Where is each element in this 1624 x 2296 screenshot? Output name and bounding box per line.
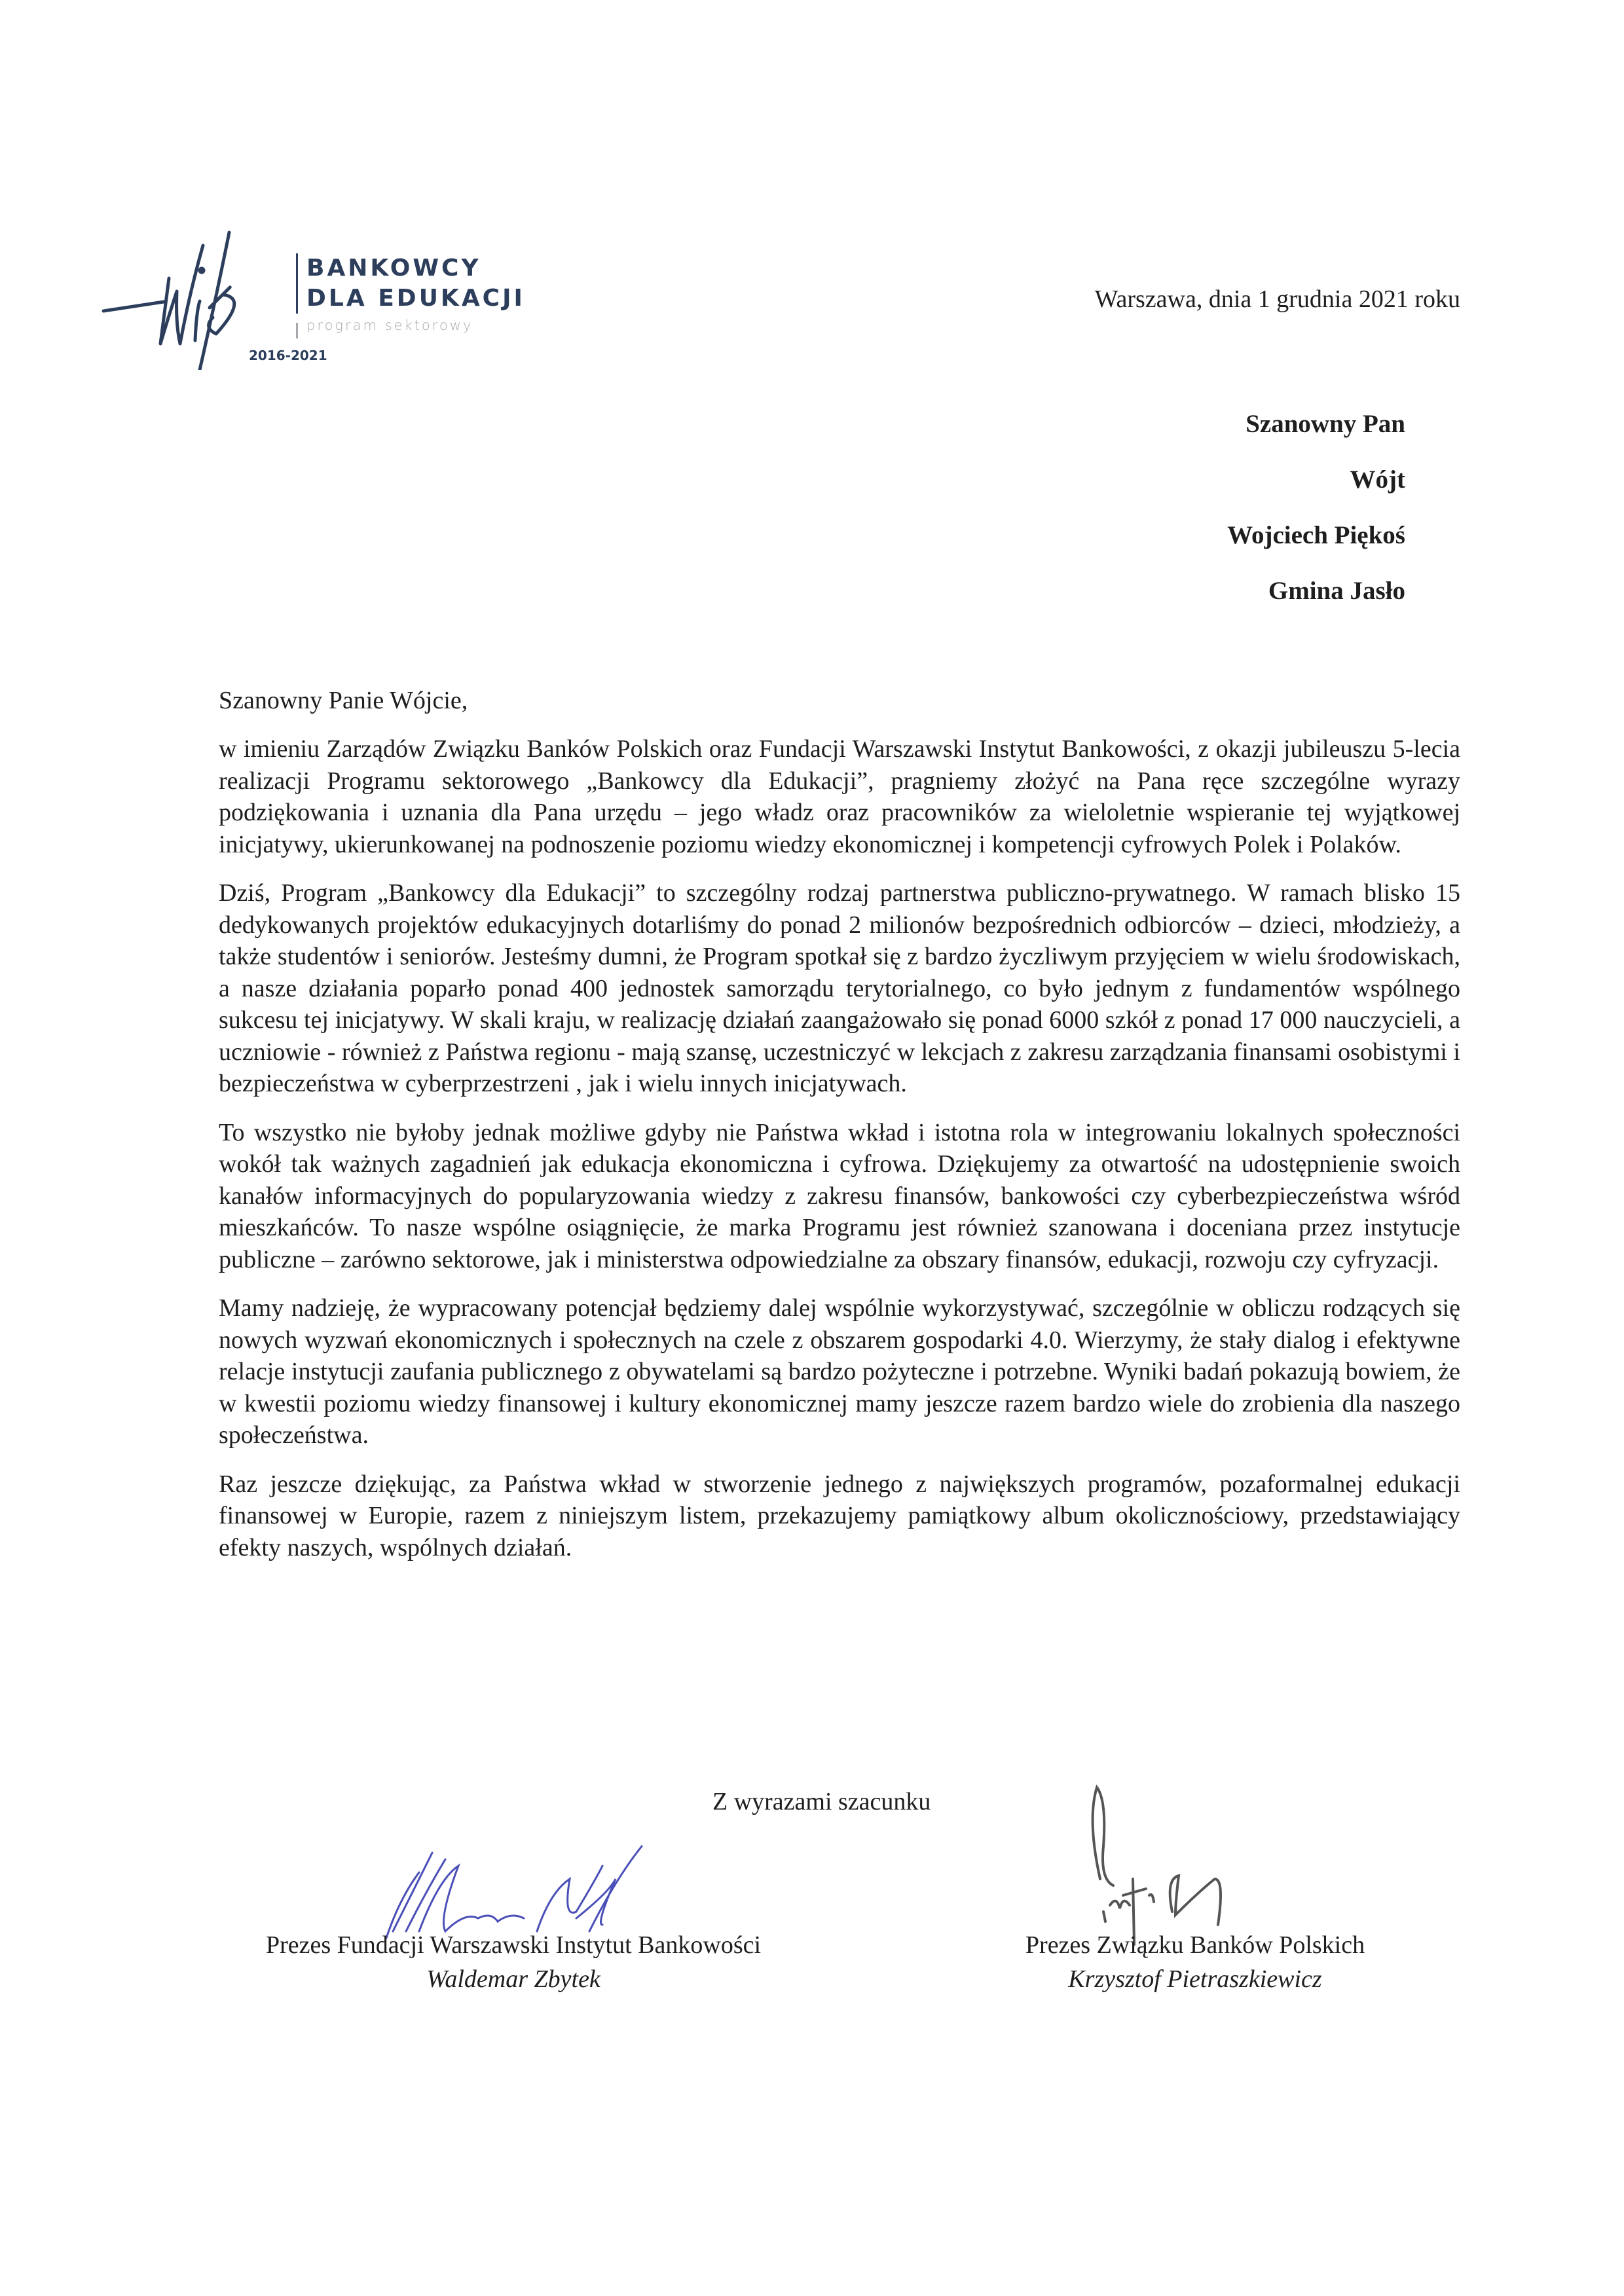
closing-phrase: Z wyrazami szacunku — [712, 1788, 931, 1815]
paragraph-5: Raz jeszcze dziękując, za Państwa wkład w stworzenie jednego z największych programów, pozaformalnej edukacji finansowej w Europie, razem z niniejszym listem, przekazujemy pamiątkowy album okolicznościowy, przedstawiający efekty naszych, wspólnych działań. — [219, 1470, 1460, 1561]
addressee-municipality: Gmina Jasło — [1268, 577, 1405, 605]
logo-subtitle: program sektorowy — [306, 318, 473, 333]
paragraph-2: Dziś, Program „Bankowcy dla Edukacji” to szczególny rodzaj partnerstwa publiczno-prywatnego. W ramach blisko 15 dedykowanych projektów edukacyjnych dotarliśmy do ponad 2 milionów bezpośrednich odbiorców – dzieci, młodzieży, a także studentów i seniorów. Jesteśmy dumni, że Program spotkał się z bardzo życzliwym przyjęciem w wielu środowiskach, a nasze działania poparło ponad 400 jednostek samorządu terytorialnego, co było jednym z fundamentów wspólnego sukcesu tej inicjatywy. W skali kraju, w realizację działań zaangażowało się ponad 6000 szkół z ponad 17 000 nauczycieli, a uczniowie - również z Państwa regionu - mają szansę, uczestniczyć w lekcjach z zakresu zarządzania finansami osobistymi i bezpieczeństwa w cyberprzestrzeni , jak i wielu innych inicjatywach. — [219, 879, 1460, 1097]
letter-date: Warszawa, dnia 1 grudnia 2021 roku — [1094, 285, 1460, 313]
addressee-title: Wójt — [1350, 465, 1405, 494]
wib-monogram-icon — [98, 213, 308, 370]
signatory-right-title: Prezes Związku Banków Polskich — [1025, 1931, 1365, 1959]
addressee-name: Wojciech Piękoś — [1227, 521, 1405, 549]
paragraph-4: Mamy nadzieję, że wypracowany potencjał będziemy dalej wspólnie wykorzystywać, szczególnie w obliczu rodzących się nowych wyzwań ekonomicznych i społecznych na czele z obszarem gospodarki 4.0. Wierzymy, że stały dialog i efektywne relacje instytucji zaufania publicznego z obywatelami są bardzo pożyteczne i potrzebne. Wyniki badań pokazują bowiem, że w kwestii poziomu wiedzy finansowej i kultury ekonomicznej mamy jeszcze razem bardzo wiele do zrobienia dla naszego społeczeństwa. — [219, 1294, 1460, 1449]
logo-text — [306, 253, 525, 333]
logo-title-line1: BANKOWCY — [306, 255, 481, 282]
logo-title-line2: DLA EDUKACJI — [306, 285, 525, 312]
paragraph-3: To wszystko nie byłoby jednak możliwe gdyby nie Państwa wkład i istotna rola w integrowaniu lokalnych społeczności wokół tak ważnych zagadnień jak edukacja ekonomiczna i cyfrowa. Dziękujemy za otwartość na udostępnienie swoich kanałów informacyjnych do popularyzowania wiedzy z zakresu finansów, bankowości czy cyberbezpieczeństwa wśród mieszkańców. To nasze wspólne osiągnięcie, że marka Programu jest również szanowana i doceniana przez instytucje publiczne – zarówno sektorowe, jak i ministerstwa odpowiedzialne za obszary finansów, edukacji, rozwoju czy cyfryzacji. — [219, 1118, 1460, 1273]
logo-divider-light — [296, 323, 298, 338]
salutation: Szanowny Panie Wójcie, — [219, 687, 468, 714]
signatory-right-name: Krzysztof Pietraszkiewicz — [1068, 1965, 1322, 1993]
addressee-block — [1227, 396, 1405, 619]
paragraph-1: w imieniu Zarządów Związku Banków Polskich oraz Fundacji Warszawski Instytut Bankowości, z okazji jubileuszu 5-lecia realizacji Programu sektorowego „Bankowcy dla Edukacji”, pragniemy złożyć na Pana ręce szczególne wyrazy podziękowania i uznania dla Pana urzędu – jego władz oraz pracowników za wieloletnie wspieranie tej wyjątkowej inicjatywy, ukierunkowanej na podnoszenie poziomu wiedzy ekonomicznej i kompetencji cyfrowych Polek i Polaków. — [219, 735, 1460, 858]
addressee-greeting: Szanowny Pan — [1246, 410, 1405, 438]
program-logo — [98, 213, 557, 370]
logo-divider — [296, 253, 298, 314]
logo-years: 2016-2021 — [249, 348, 327, 363]
signatory-left-name: Waldemar Zbytek — [426, 1965, 600, 1993]
letter-body — [219, 733, 1460, 1580]
signatory-right — [995, 1928, 1395, 1996]
signatory-left-title: Prezes Fundacji Warszawski Instytut Bankowości — [265, 1931, 762, 1959]
signatory-left — [219, 1928, 808, 1996]
